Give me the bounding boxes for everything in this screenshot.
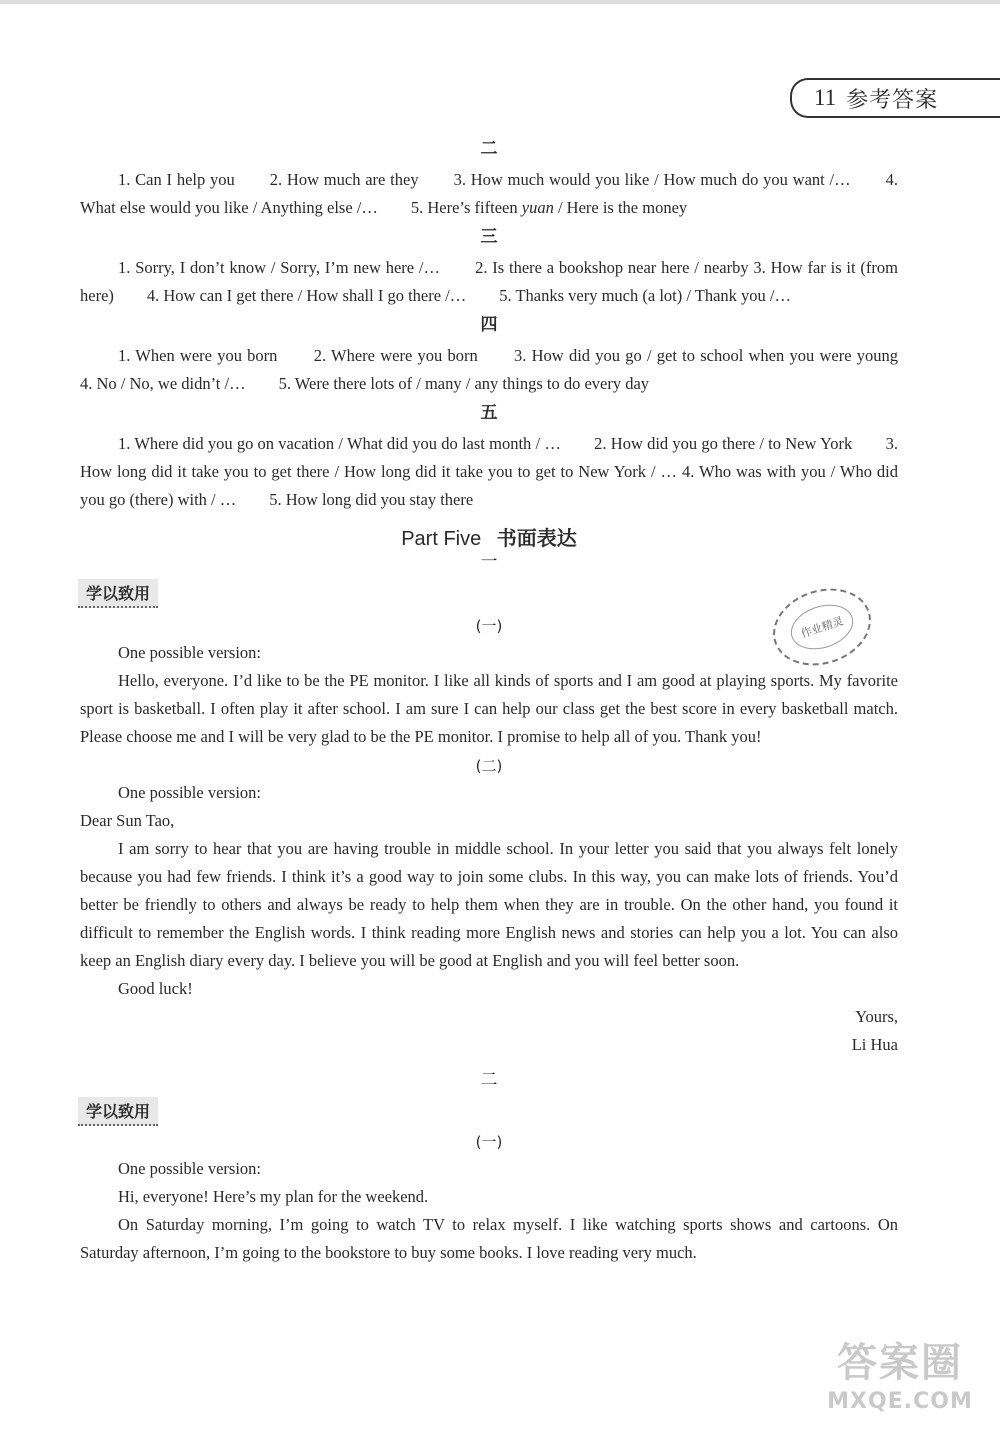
- page-content: [80, 134, 931, 1267]
- page-header-tab: [790, 78, 1000, 118]
- section-3-answers: 1. Sorry, I don’t know / Sorry, I’m new here /… 2. Is there a bookshop near here / nearby 3. How far is it (from here) 4. How can I get there / How shall I go there /… 5. Thanks very much (a lot) / Thank you /…: [80, 258, 898, 305]
- site-watermark: [805, 1338, 995, 1428]
- section-2-answers: 1. Can I help you 2. How much are they 3. How much would you like / How much do you want /… 4. What else would you like / Anything else /… 5. Here’s fifteen yuan / Here is the money: [80, 170, 898, 217]
- page-header-title: 参考答案: [846, 87, 939, 113]
- unit-1-essay-2-label: (二): [475, 757, 503, 775]
- unit-1-essay-2-signature: Li Hua: [851, 1035, 898, 1054]
- part-five-title: [80, 526, 898, 551]
- unit-2-essay-1-body: On Saturday morning, I’m going to watch TV to relax myself. I like watching sports shows and cartoons. On Saturday afternoon, I’m going to the bookstore to buy some books. I love reading very much.: [80, 1215, 898, 1262]
- part-five-title-en: Part Five: [401, 528, 482, 550]
- section-heading-5: 五: [480, 403, 498, 423]
- unit-1-essay-2-body: I am sorry to hear that you are having trouble in middle school. In your letter you said that you always felt lonely because you had few friends. I think it’s a good way to join some clubs. In this way, you can make lots of friends. You’d better be friendly to others and always be ready to help them when they are in trouble. On the other hand, you found it difficult to remember the English words. I think reading more English news and stories can help you a lot. You can also keep an English diary every day. I believe you will be good at English and you will feel better soon.: [80, 839, 898, 970]
- unit-2-number: 二: [480, 1070, 498, 1090]
- section-5-answers: 1. Where did you go on vacation / What did you do last month / … 2. How did you go there / to New York 3. How long did it take you to get there / How long did it take you to get to New York / … 4. Who was with you / Who did you go (there) with / … 5. How long did you stay there: [80, 434, 898, 509]
- unit-1-essay-1-intro: One possible version:: [118, 643, 261, 662]
- unit-1-tag: 学以致用: [78, 579, 158, 608]
- unit-1-essay-2-intro: One possible version:: [118, 783, 261, 802]
- section-4-answers: 1. When were you born 2. Where were you born 3. How did you go / get to school when you were young 4. No / No, we didn’t /… 5. Were there lots of / many / any things to do every day: [80, 346, 931, 393]
- part-five-title-zh: 书面表达: [496, 526, 577, 550]
- unit-2-essay-1-intro: One possible version:: [118, 1159, 261, 1178]
- unit-1-essay-2-salutation: Dear Sun Tao,: [80, 811, 175, 830]
- stamp-text: 作业精灵: [785, 597, 859, 657]
- section-heading-3: 三: [480, 227, 498, 247]
- watermark-bottom: MXQE.COM: [827, 1389, 973, 1414]
- italic-yuan: yuan: [521, 198, 554, 217]
- section-heading-2: 二: [480, 139, 498, 159]
- unit-2-essay-1-line1: Hi, everyone! Here’s my plan for the weekend.: [118, 1187, 429, 1206]
- unit-2-essay-1-label: (一): [475, 1133, 503, 1151]
- page-number: 11: [814, 85, 837, 110]
- unit-2-tag: 学以致用: [78, 1097, 158, 1126]
- section-heading-4: 四: [480, 315, 498, 335]
- unit-1-essay-1-label: (一): [475, 617, 503, 635]
- unit-1-essay-2-closing: Good luck!: [118, 979, 193, 998]
- watermark-top: 答案圈: [837, 1340, 963, 1386]
- top-edge-line: [0, 0, 1000, 4]
- unit-1-number: 一: [480, 552, 498, 572]
- unit-1-essay-2-signoff: Yours,: [855, 1007, 898, 1026]
- unit-1-essay-1-body: Hello, everyone. I’d like to be the PE monitor. I like all kinds of sports and I am good at playing sports. My favorite sport is basketball. I often play it after school. I am sure I can help our class get the best score in every basketball match. Please choose me and I will be very glad to be the PE monitor. I promise to help all of you. Thank you!: [80, 671, 898, 746]
